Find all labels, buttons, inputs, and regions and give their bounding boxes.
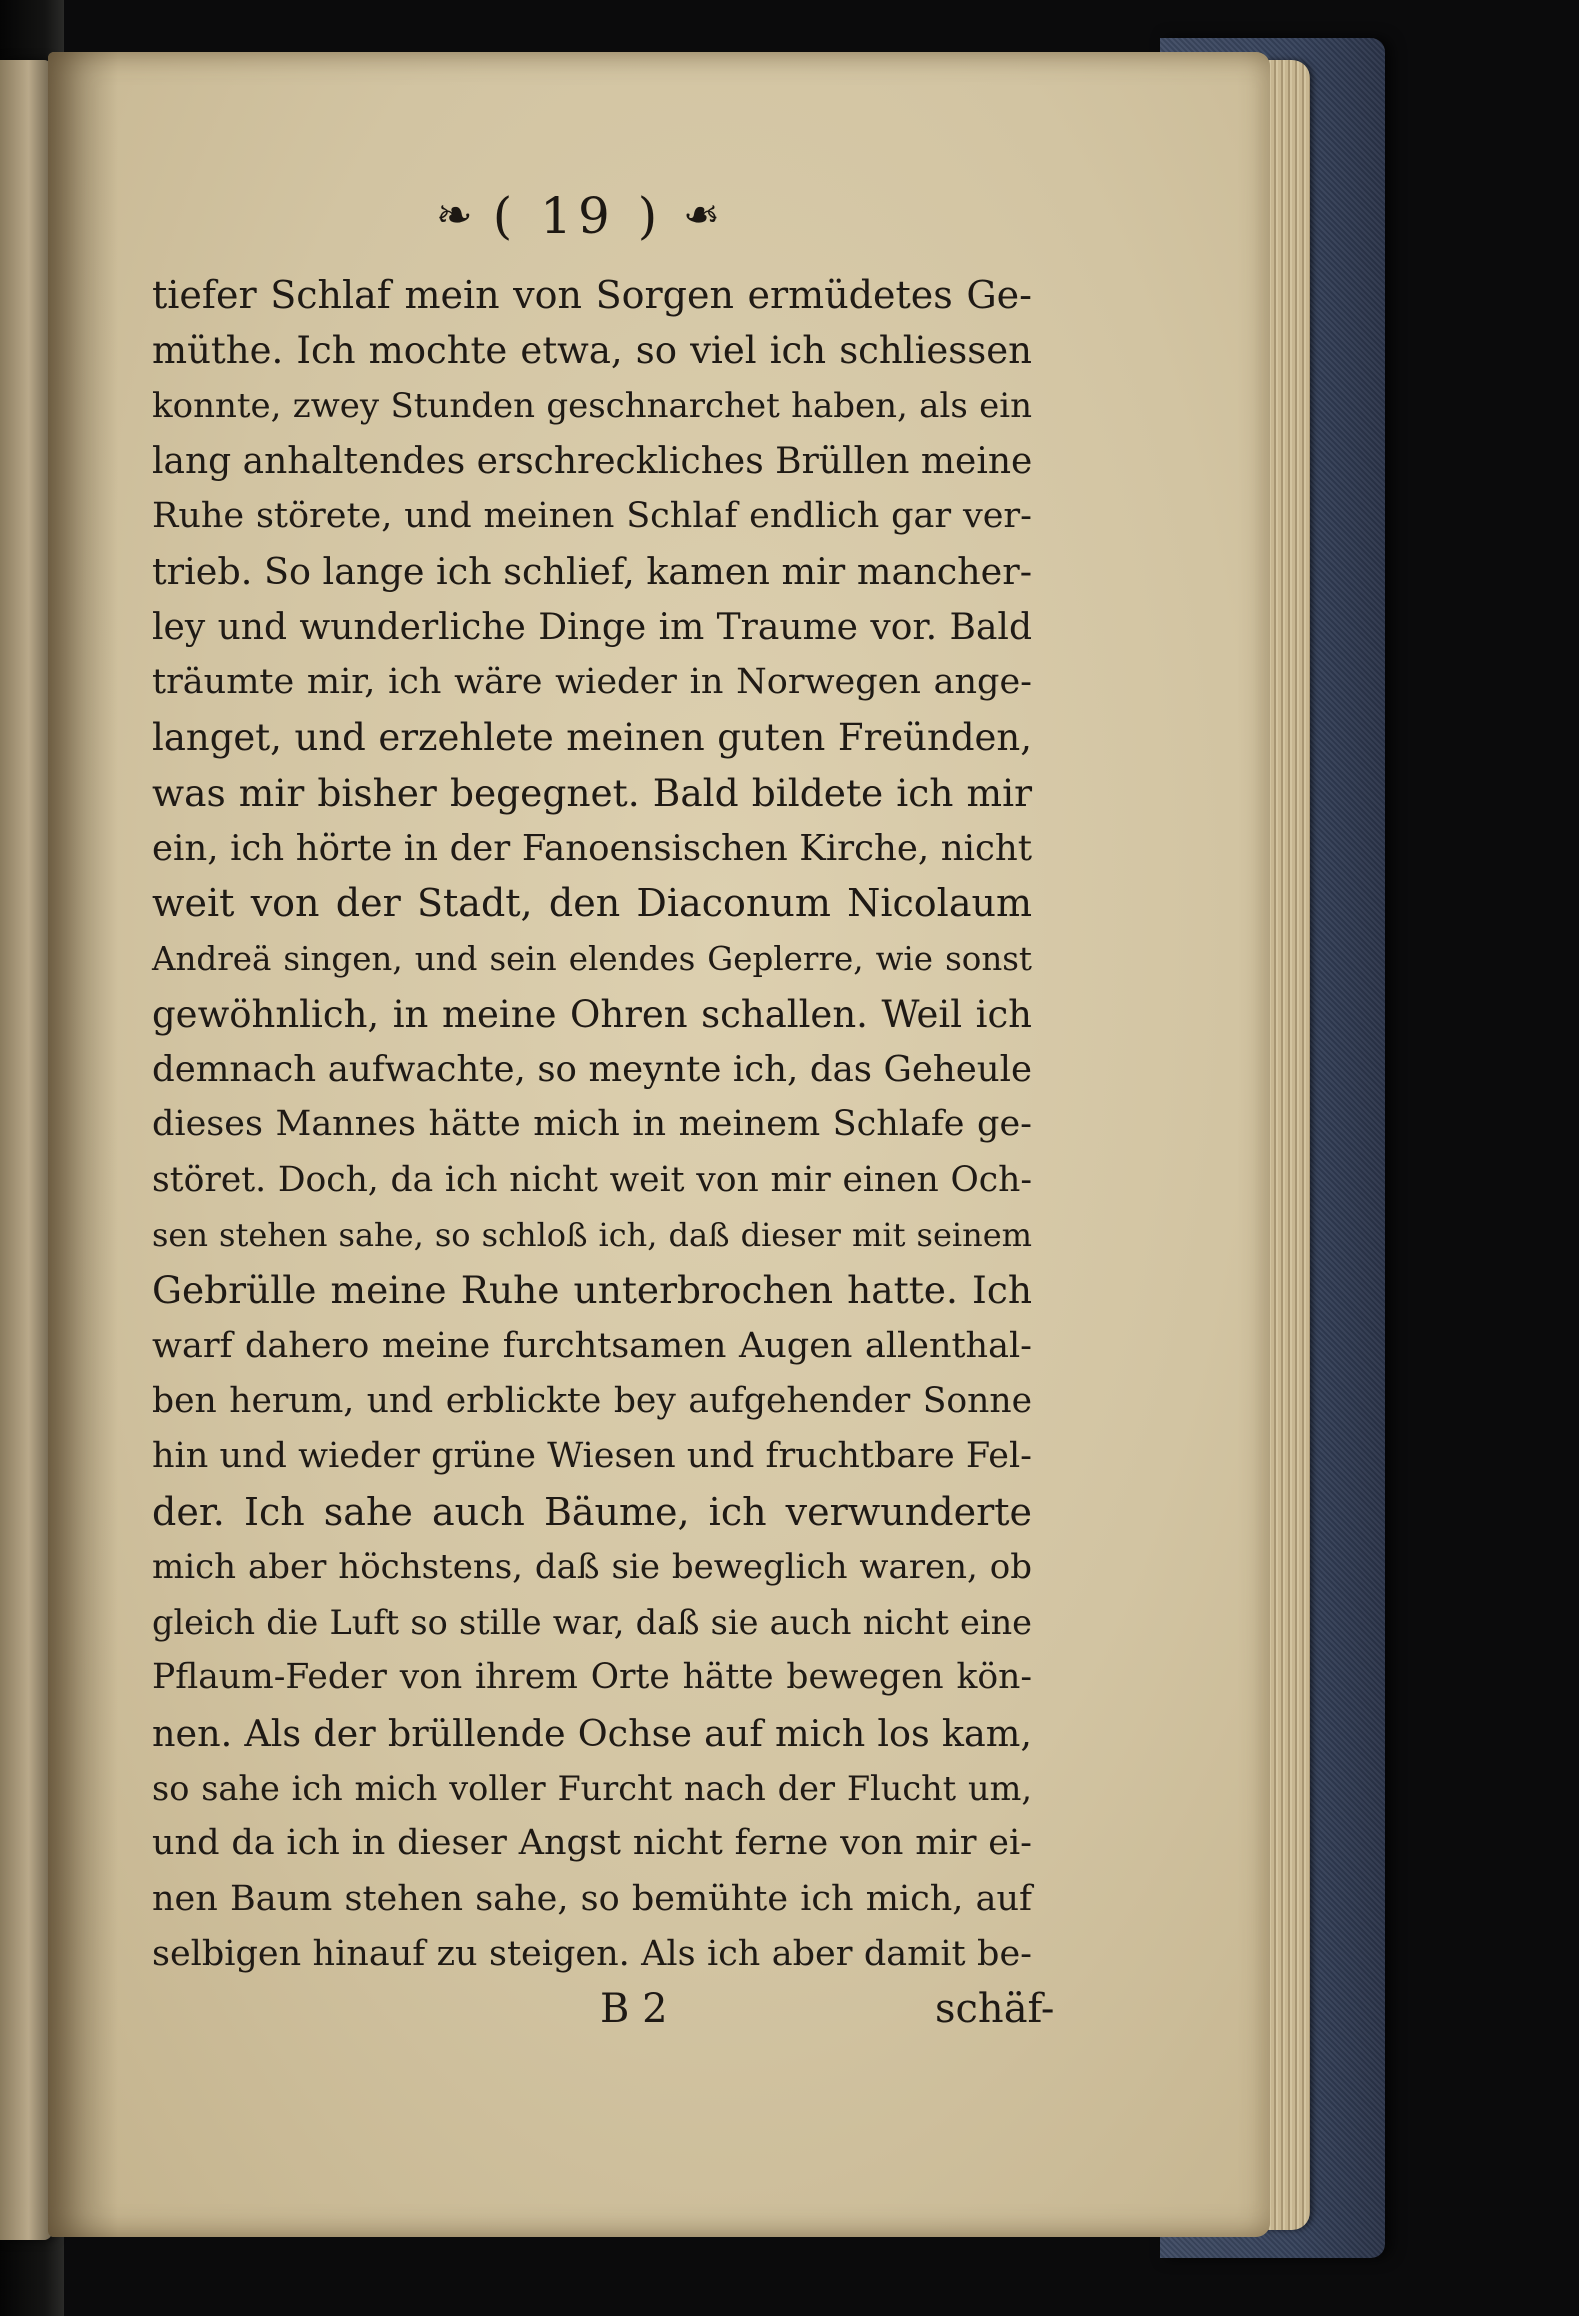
signature-mark: B 2 — [600, 1986, 668, 2033]
text-line: langet, und erzehlete meinen guten Freünden, — [152, 716, 1032, 760]
text-line: ben herum, und erblickte bey aufgehender Sonne — [152, 1380, 1032, 1421]
fleuron-right-icon: ❧ — [683, 190, 721, 241]
text-line: hin und wieder grüne Wiesen und fruchtbare Fel- — [152, 1436, 1032, 1477]
gutter-shadow — [48, 52, 118, 2237]
text-line: sen stehen sahe, so schloß ich, daß dieser mit seinem — [152, 1216, 1032, 1255]
text-line: Ruhe störete, und meinen Schlaf endlich gar ver- — [152, 496, 1032, 537]
text-line: gewöhnlich, in meine Ohren schallen. Weil ich — [152, 992, 1032, 1036]
page-number: ( 19 ) — [492, 187, 664, 245]
text-line: Pflaum-Feder von ihrem Orte hätte bewegen kön- — [152, 1657, 1032, 1698]
text-line: Andreä singen, und sein elendes Geplerre, wie sonst — [152, 939, 1032, 978]
text-line: tiefer Schlaf mein von Sorgen ermüdetes Ge- — [152, 273, 1032, 317]
text-line: störet. Doch, da ich nicht weit von mir einen Och- — [152, 1159, 1032, 1200]
text-line: nen Baum stehen sahe, so bemühte ich mich, auf — [152, 1878, 1032, 1919]
text-line: demnach aufwachte, so meynte ich, das Geheule — [152, 1049, 1032, 1091]
text-line: mich aber höchstens, daß sie beweglich waren, ob — [152, 1546, 1032, 1587]
text-line: müthe. Ich mochte etwa, so viel ich schliessen — [152, 329, 1032, 373]
running-header — [328, 176, 828, 256]
text-line: weit von der Stadt, den Diaconum Nicolaum — [152, 881, 1032, 926]
previous-page-edge — [0, 60, 52, 2240]
text-line: träumte mir, ich wäre wieder in Norwegen ange- — [152, 662, 1032, 703]
text-line: selbigen hinauf zu steigen. Als ich aber damit be- — [152, 1933, 1032, 1974]
body-text — [152, 268, 1032, 1982]
text-line: Gebrülle meine Ruhe unterbrochen hatte. Ich — [152, 1268, 1032, 1313]
text-line: warf dahero meine furchtsamen Augen allenthal- — [152, 1325, 1032, 1366]
text-line: trieb. So lange ich schlief, kamen mir mancher- — [152, 550, 1033, 594]
text-line: ein, ich hörte in der Fanoensischen Kirche, nicht — [152, 827, 1032, 869]
text-line: nen. Als der brüllende Ochse auf mich los kam, — [152, 1711, 1032, 1755]
fleuron-left-icon: ❧ — [435, 190, 473, 241]
catchword: schäf- — [935, 1986, 1055, 2033]
text-line: so sahe ich mich voller Furcht nach der Flucht um, — [152, 1769, 1032, 1809]
text-line: und da ich in dieser Angst nicht ferne von mir ei- — [152, 1823, 1032, 1864]
text-line: gleich die Luft so stille war, daß sie auch nicht eine — [152, 1603, 1032, 1643]
text-line: konnte, zwey Stunden geschnarchet haben, als ein — [152, 385, 1032, 426]
text-line: dieses Mannes hätte mich in meinem Schlafe ge- — [152, 1104, 1032, 1145]
text-line: ley und wunderliche Dinge im Traume vor. Bald — [152, 606, 1032, 648]
text-line: der. Ich sahe auch Bäume, ich verwunderte — [152, 1489, 1032, 1534]
text-line: was mir bisher begegnet. Bald bildete ich mir — [152, 770, 1032, 815]
text-line: lang anhaltendes erschreckliches Brüllen meine — [152, 440, 1033, 482]
